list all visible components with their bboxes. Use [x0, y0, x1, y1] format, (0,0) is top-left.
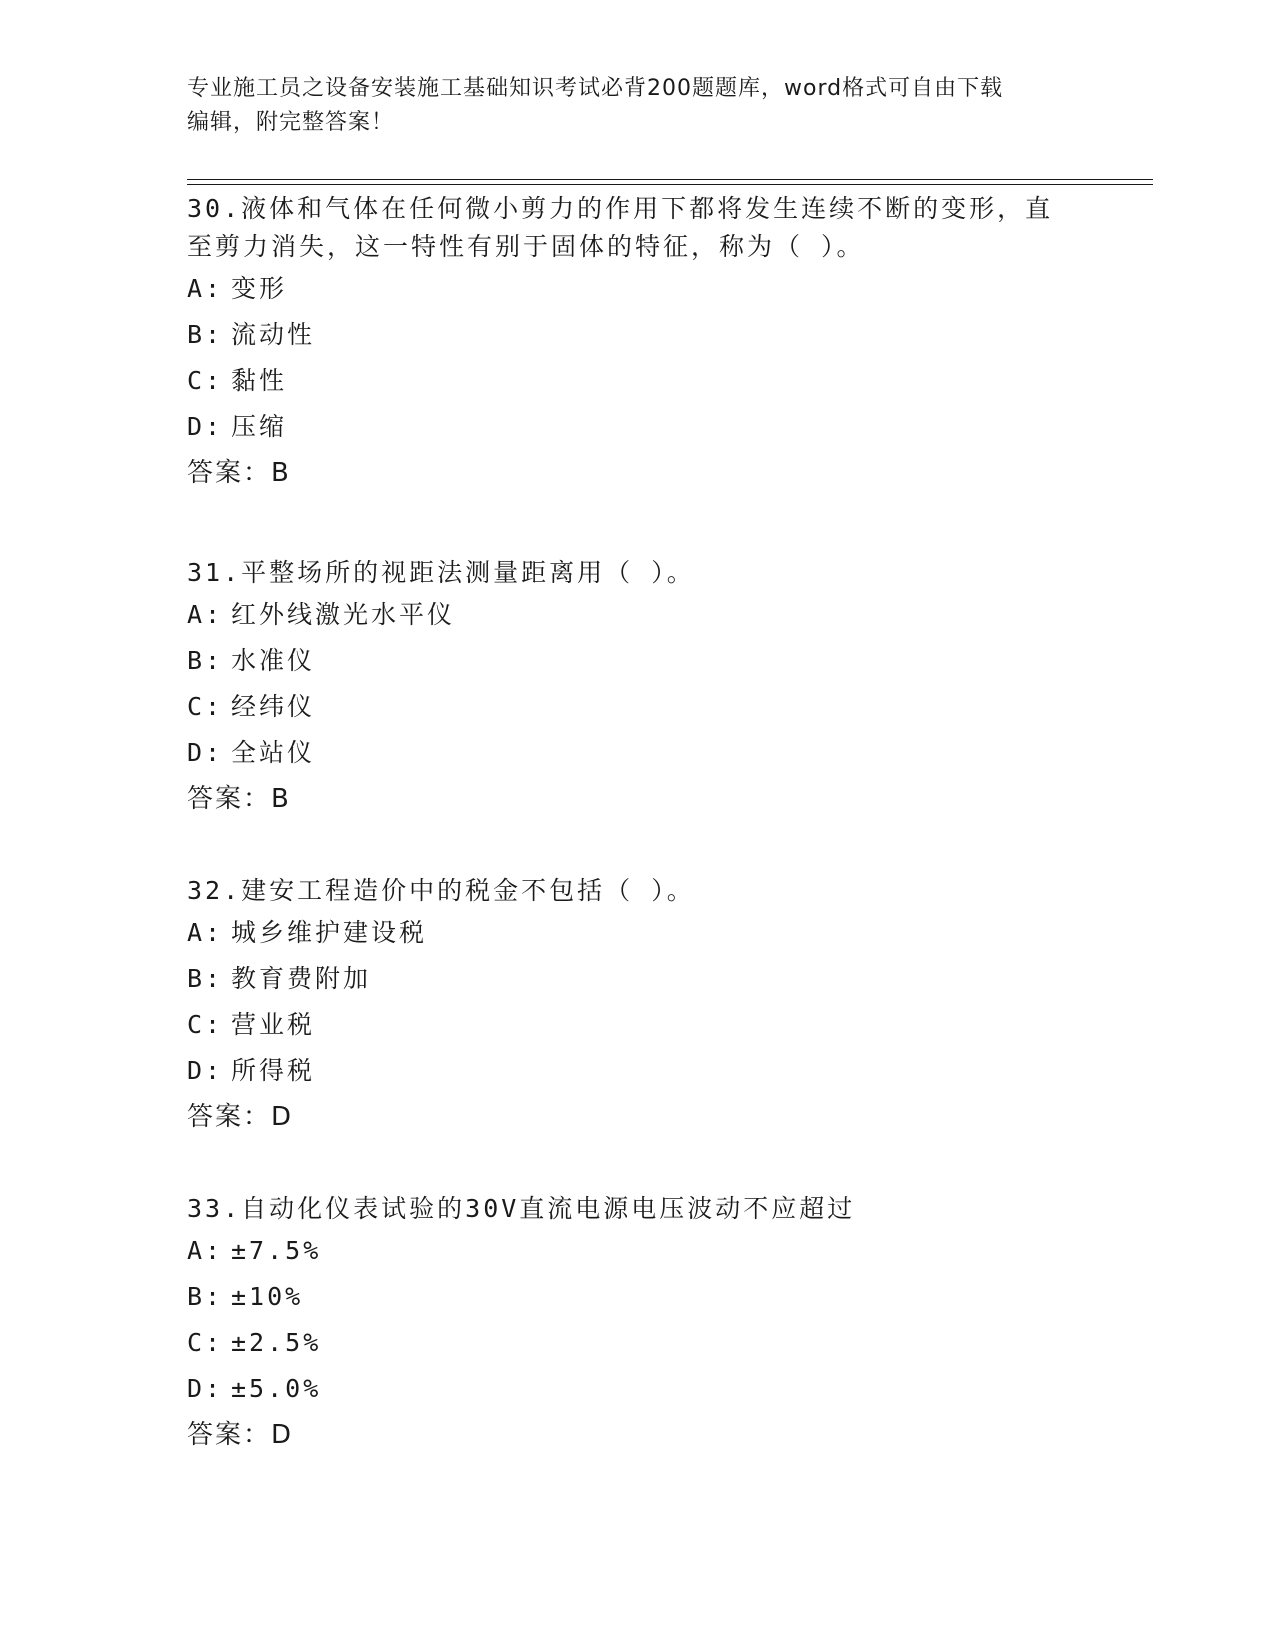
- question-30: [187, 190, 1087, 496]
- option-label: C:: [187, 366, 224, 395]
- option-label: D:: [187, 1056, 224, 1085]
- option-text: 水准仪: [231, 646, 316, 675]
- option-text: ±5.0%: [231, 1374, 322, 1403]
- option-text: ±2.5%: [231, 1328, 322, 1357]
- option-text: 城乡维护建设税: [231, 918, 428, 947]
- question-text-line-2: 至剪力消失，这一特性有别于固体的特征，称为（ ）。: [187, 232, 865, 261]
- option-b: [187, 638, 1087, 684]
- option-d: [187, 1048, 1087, 1094]
- option-text: 教育费附加: [231, 964, 372, 993]
- option-label: D:: [187, 1374, 224, 1403]
- option-text: 流动性: [231, 320, 316, 349]
- option-label: D:: [187, 412, 224, 441]
- option-text: 经纬仪: [231, 692, 316, 721]
- option-b: [187, 956, 1087, 1002]
- option-c: [187, 1320, 1087, 1366]
- option-label: C:: [187, 1010, 224, 1039]
- document-header: [187, 72, 1087, 140]
- option-c: [187, 1002, 1087, 1048]
- option-d: [187, 1366, 1087, 1412]
- question-text-line-1: 30.液体和气体在任何微小剪力的作用下都将发生连续不断的变形，直: [187, 194, 1054, 223]
- option-label: A:: [187, 274, 224, 303]
- option-label: C:: [187, 692, 224, 721]
- option-label: A:: [187, 600, 224, 629]
- header-divider-bottom: [187, 184, 1153, 185]
- option-d: [187, 730, 1087, 776]
- option-text: 全站仪: [231, 738, 316, 767]
- option-label: B:: [187, 646, 224, 675]
- option-text: 变形: [231, 274, 288, 303]
- question-text-line-1: 33.自动化仪表试验的30V直流电源电压波动不应超过: [187, 1194, 856, 1223]
- header-title-line-2: 编辑，附完整答案！: [187, 110, 395, 135]
- question-31: [187, 554, 1087, 822]
- option-label: A:: [187, 1236, 224, 1265]
- header-title-line-1: 专业施工员之设备安装施工基础知识考试必背200题题库，word格式可自由下载: [187, 76, 1004, 101]
- answer-line: 答案：D: [187, 1420, 294, 1450]
- option-a: [187, 266, 1087, 312]
- option-label: C:: [187, 1328, 224, 1357]
- question-32: [187, 872, 1087, 1140]
- option-a: [187, 910, 1087, 956]
- option-text: ±10%: [231, 1282, 304, 1311]
- option-label: B:: [187, 1282, 224, 1311]
- option-text: 黏性: [231, 366, 288, 395]
- option-text: 所得税: [231, 1056, 316, 1085]
- question-text-line-1: 31.平整场所的视距法测量距离用（ ）。: [187, 558, 695, 587]
- option-text: 红外线激光水平仪: [231, 600, 456, 629]
- answer-line: 答案：B: [187, 784, 291, 814]
- option-text: ±7.5%: [231, 1236, 322, 1265]
- answer-line: 答案：B: [187, 458, 291, 488]
- option-a: [187, 1228, 1087, 1274]
- option-text: 营业税: [231, 1010, 316, 1039]
- option-b: [187, 1274, 1087, 1320]
- option-c: [187, 684, 1087, 730]
- question-33: [187, 1190, 1087, 1458]
- option-d: [187, 404, 1087, 450]
- option-label: B:: [187, 964, 224, 993]
- option-c: [187, 358, 1087, 404]
- header-divider-top: [187, 179, 1153, 180]
- option-a: [187, 592, 1087, 638]
- option-text: 压缩: [231, 412, 288, 441]
- option-label: B:: [187, 320, 224, 349]
- answer-line: 答案：D: [187, 1102, 294, 1132]
- option-label: A:: [187, 918, 224, 947]
- option-b: [187, 312, 1087, 358]
- option-label: D:: [187, 738, 224, 767]
- question-text-line-1: 32.建安工程造价中的税金不包括（ ）。: [187, 876, 695, 905]
